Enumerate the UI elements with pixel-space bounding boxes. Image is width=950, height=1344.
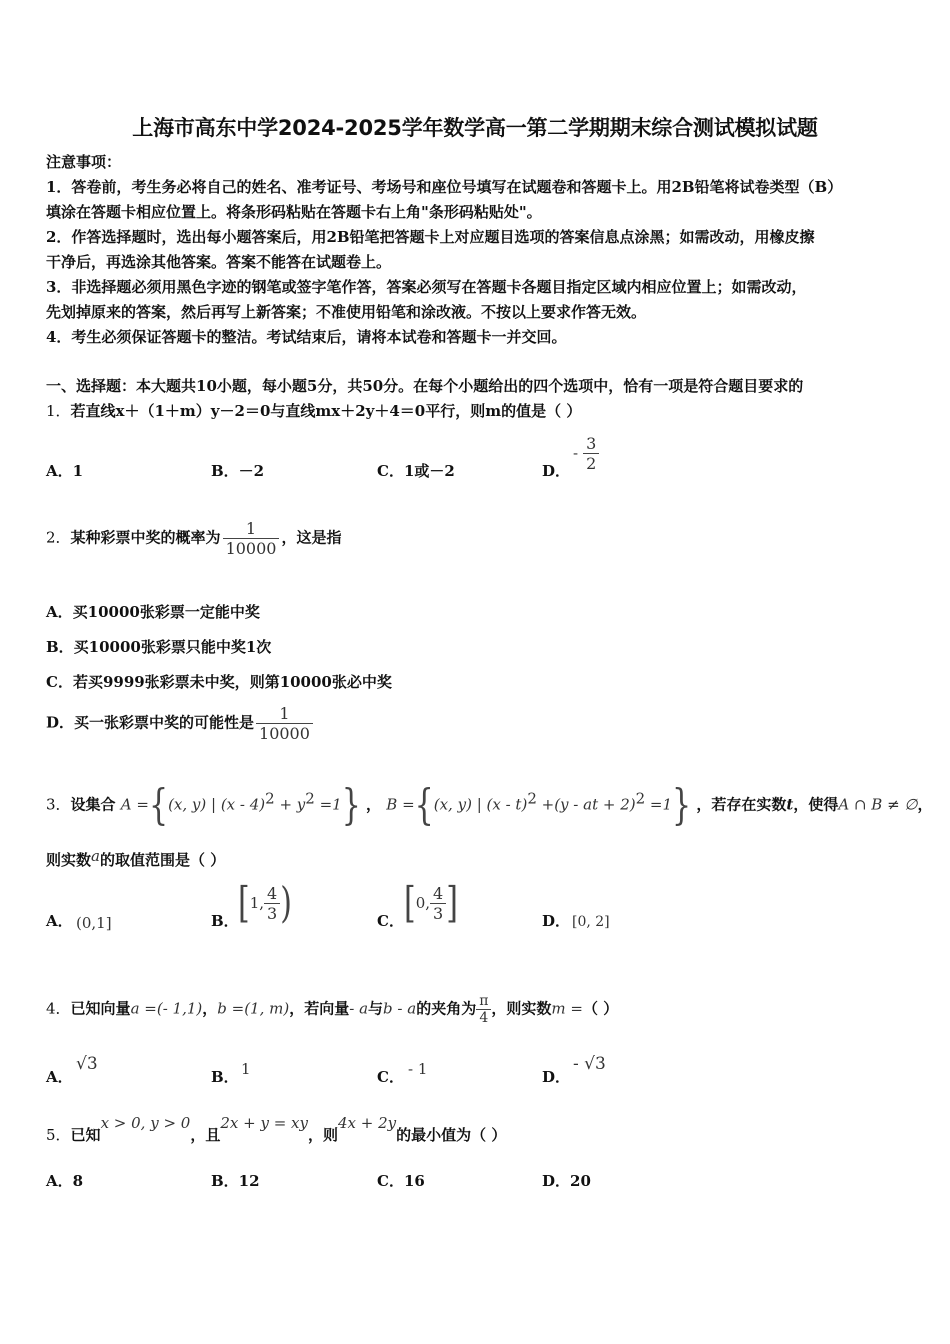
question-text-mid2: ，使得 xyxy=(793,795,839,814)
q3-option-b: B． xyxy=(211,912,239,930)
numerator: 4 xyxy=(267,884,278,903)
question-text-end: （ ） xyxy=(582,999,619,1018)
q5-option-c: C．16 xyxy=(377,1172,425,1190)
question-text: 设集合 xyxy=(70,795,116,814)
condition-2: 2x + y = xy xyxy=(220,1114,308,1132)
comma: ， xyxy=(202,999,218,1018)
q3-option-d: D． xyxy=(542,912,571,930)
question-text-end: 的最小值为（ ） xyxy=(396,1126,507,1144)
q3-option-c-value xyxy=(404,879,458,928)
question-text-mid: ，若向量 xyxy=(289,999,350,1018)
question-5 xyxy=(46,1114,507,1145)
q2-option-a: A．买10000张彩票一定能中奖 xyxy=(46,603,260,621)
question-text: 则实数 xyxy=(46,851,92,869)
option-label: D．买一张彩票中奖的可能性是 xyxy=(46,713,255,732)
left-bracket: [ xyxy=(238,879,250,928)
question-text-end: ， xyxy=(917,795,933,814)
fraction xyxy=(476,993,491,1026)
question-number: 4． xyxy=(46,999,71,1018)
q1-option-c: C．1或－2 xyxy=(377,462,455,480)
q1-option-d xyxy=(542,460,570,481)
q3-option-a-value: (0,1] xyxy=(76,914,112,932)
question-2 xyxy=(46,519,341,558)
b-minus-a: b - a xyxy=(383,999,417,1018)
notice-line-1: 1．答卷前，考生务必将自己的姓名、准考证号、考场号和座位号填写在试题卷和答题卡上。用2B铅笔将试卷类型（B） xyxy=(46,178,843,196)
option-label: D． xyxy=(542,462,571,480)
question-text-mid2: 的夹角为 xyxy=(416,999,477,1018)
right-paren: ) xyxy=(280,879,292,928)
and: 与 xyxy=(368,999,384,1018)
neg-a: - a xyxy=(349,999,369,1018)
question-number: 5． xyxy=(46,1126,71,1144)
q3-option-a: A． xyxy=(46,912,73,930)
numerator: 1 xyxy=(279,704,290,723)
q3-option-b-value xyxy=(238,879,292,928)
q4-option-d: D． xyxy=(542,1068,571,1086)
numerator: 4 xyxy=(433,884,444,903)
right-brace: } xyxy=(341,781,361,830)
notice-line-2: 填涂在答题卡相应位置上。将条形码粘贴在答题卡右上角"条形码粘贴处"。 xyxy=(46,203,542,221)
question-text-mid2: ，则 xyxy=(307,1126,338,1144)
set-b-mid: +(y - at + 2) xyxy=(536,795,636,814)
fraction xyxy=(264,884,280,923)
question-text-mid: ，且 xyxy=(190,1126,221,1144)
q4-option-a: A． xyxy=(46,1068,73,1086)
fraction xyxy=(223,519,280,558)
numerator: 3 xyxy=(586,434,597,453)
left-brace: { xyxy=(148,781,169,830)
question-3 xyxy=(46,781,933,830)
q4-option-c: C． xyxy=(377,1068,404,1086)
question-text: 若直线x＋（1＋m）y－2＝0与直线mx＋2y＋4＝0平行，则m的值是（ ） xyxy=(70,402,582,420)
q2-option-b: B．买10000张彩票只能中奖1次 xyxy=(46,638,272,656)
m-equals: m = xyxy=(551,999,583,1018)
vector-a: a =(- 1,1) xyxy=(130,999,203,1018)
var-t: t xyxy=(786,795,794,814)
q3-option-c: C． xyxy=(377,912,404,930)
question-text-end: 的取值范围是（ ） xyxy=(99,851,226,869)
separator: ， xyxy=(366,795,382,814)
set-a-prefix: A = xyxy=(120,795,149,814)
expression: 4x + 2y xyxy=(337,1114,397,1132)
notice-line-6: 先划掉原来的答案，然后再写上新答案；不准使用铅笔和涂改液。不按以上要求作答无效。 xyxy=(46,303,647,321)
section-heading: 一、选择题：本大题共10小题，每小题5分，共50分。在每个小题给出的四个选项中，恰有一项是符合题目要求的 xyxy=(46,377,804,395)
q2-option-c: C．若买9999张彩票未中奖，则第10000张必中奖 xyxy=(46,673,392,691)
denominator: 4 xyxy=(476,1009,491,1026)
q4-option-a-value: √3 xyxy=(76,1054,98,1074)
q5-option-b: B．12 xyxy=(211,1172,260,1190)
denominator: 10000 xyxy=(223,538,280,558)
question-number: 2． xyxy=(46,528,71,547)
set-a: (x, y) | (x - 4) xyxy=(168,795,266,814)
question-3-line-2 xyxy=(46,849,225,870)
question-number: 3． xyxy=(46,795,71,814)
notice-line-3: 2．作答选择题时，选出每小题答案后，用2B铅笔把答题卡上对应题目选项的答案信息点涂黑；如需改动，用橡皮擦 xyxy=(46,228,815,246)
question-text: 已知向量 xyxy=(70,999,131,1018)
q1-option-b: B．－2 xyxy=(211,462,265,480)
condition-1: x > 0, y > 0 xyxy=(100,1114,191,1132)
denominator: 10000 xyxy=(256,723,313,743)
set-b: (x, y) | (x - t) xyxy=(433,795,528,814)
set-a-mid: + y xyxy=(274,795,306,814)
question-text-end: ，这是指 xyxy=(281,528,342,547)
exponent: 2 xyxy=(635,789,646,808)
left-brace: { xyxy=(414,781,434,830)
fraction xyxy=(256,704,313,743)
question-text-mid3: ，则实数 xyxy=(491,999,552,1018)
exponent: 2 xyxy=(265,789,275,808)
var-a: a xyxy=(91,847,100,865)
question-1 xyxy=(46,400,581,421)
q4-option-b-value: 1 xyxy=(241,1060,251,1078)
notice-heading: 注意事项： xyxy=(46,153,122,171)
question-text: 某种彩票中奖的概率为 xyxy=(70,528,221,547)
question-text-mid: ，若存在实数 xyxy=(696,795,787,814)
q2-option-d xyxy=(46,704,313,743)
left-bracket: [ xyxy=(404,879,416,928)
interval-start: 0, xyxy=(415,894,431,912)
right-bracket: ] xyxy=(446,879,458,928)
page-title: 上海市高东中学2024-2025学年数学高一第二学期期末综合测试模拟试题 xyxy=(132,116,818,140)
notice-line-5: 3．非选择题必须用黑色字迹的钢笔或签字笔作答，答案必须写在答题卡各题目指定区域内相应位置上；如需改动， xyxy=(46,278,807,296)
fraction xyxy=(430,884,446,923)
q3-option-d-value: [0, 2] xyxy=(572,914,610,930)
numerator: π xyxy=(479,993,489,1009)
q1-option-d-value xyxy=(573,434,599,473)
q4-option-d-value: - √3 xyxy=(573,1054,606,1074)
set-b-prefix: B = xyxy=(386,795,415,814)
exponent: 2 xyxy=(527,789,537,808)
right-brace: } xyxy=(672,781,692,830)
numerator: 1 xyxy=(245,519,257,538)
q4-option-c-value: - 1 xyxy=(408,1060,428,1078)
denominator: 2 xyxy=(583,453,599,473)
notice-line-7: 4．考生必须保证答题卡的整洁。考试结束后，请将本试卷和答题卡一并交回。 xyxy=(46,328,567,346)
denominator: 3 xyxy=(264,903,280,923)
exponent: 2 xyxy=(305,789,315,808)
vector-b: b =(1, m) xyxy=(217,999,290,1018)
q5-option-a: A．8 xyxy=(46,1172,84,1190)
q1-option-a: A．1 xyxy=(46,462,84,480)
interval-start: 1, xyxy=(249,894,265,912)
question-number: 1． xyxy=(46,402,71,420)
question-4 xyxy=(46,993,618,1026)
notice-line-4: 干净后，再选涂其他答案。答案不能答在试题卷上。 xyxy=(46,253,392,271)
set-b-end: =1 xyxy=(645,795,673,814)
condition: A ∩ B ≠ ∅ xyxy=(838,795,918,814)
minus-sign: - xyxy=(573,444,579,462)
denominator: 3 xyxy=(430,903,446,923)
set-a-end: =1 xyxy=(314,795,342,814)
fraction xyxy=(583,434,599,473)
question-text: 已知 xyxy=(70,1126,101,1144)
q5-option-d: D．20 xyxy=(542,1172,591,1190)
q4-option-b: B． xyxy=(211,1068,239,1086)
